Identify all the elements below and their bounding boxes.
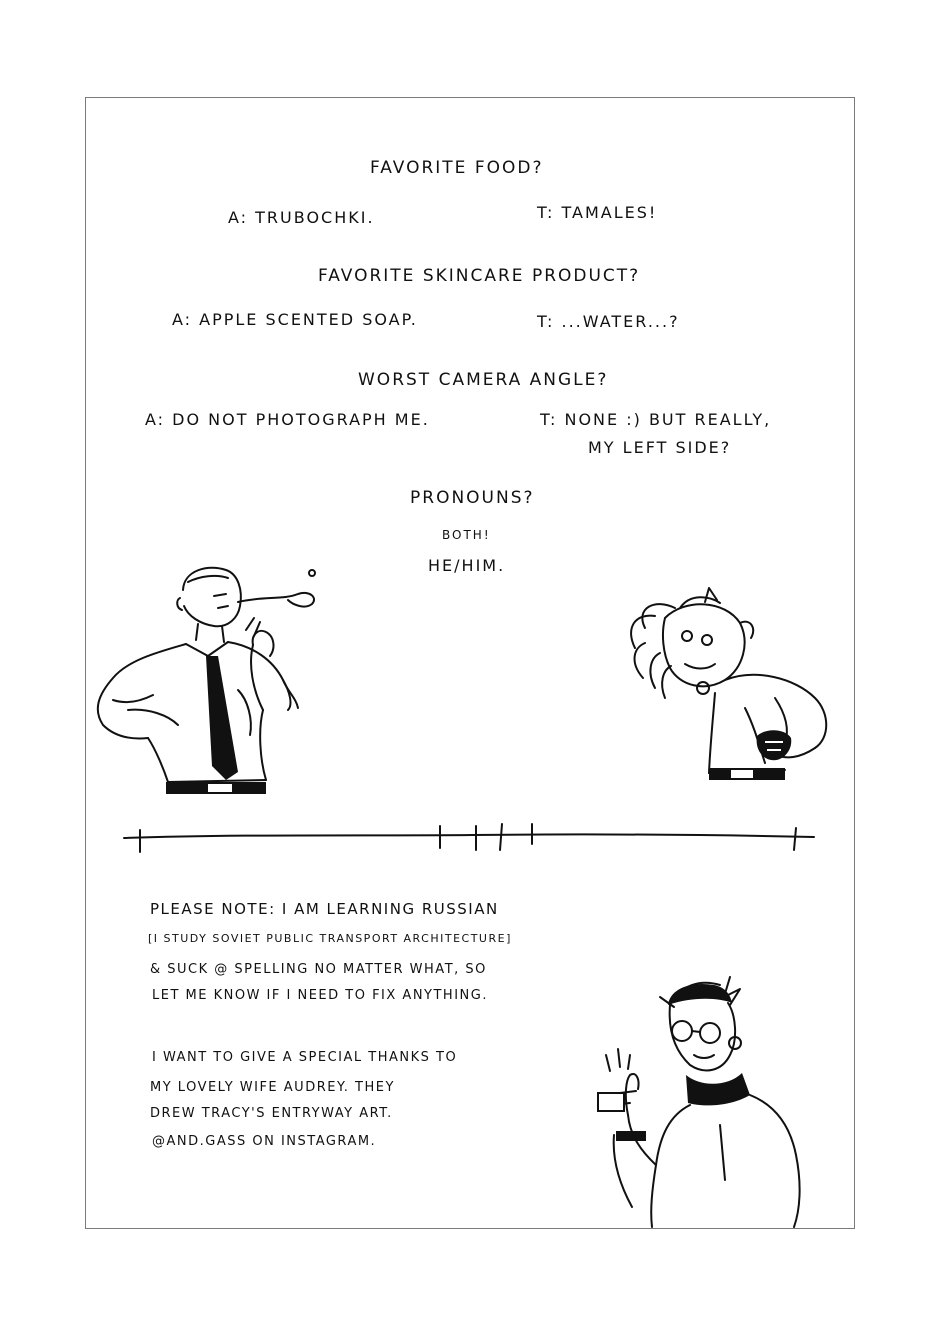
hunched-creature-icon: [625, 588, 840, 798]
answer-a-camera-angle: A: DO NOT PHOTOGRAPH ME.: [145, 410, 430, 429]
answer-a-pronouns: BOTH!: [442, 528, 491, 542]
question-skincare: FAVORITE SKINCARE PRODUCT?: [318, 266, 641, 286]
note-line-4: LET ME KNOW IF I NEED TO FIX ANYTHING.: [152, 988, 488, 1003]
thanks-line-4: @AND.GASS ON INSTAGRAM.: [152, 1134, 377, 1149]
note-line-1: PLEASE NOTE: I AM LEARNING RUSSIAN: [150, 900, 499, 918]
thanks-line-2: MY LOVELY WIFE AUDREY. THEY: [150, 1080, 395, 1095]
answer-t-pronouns: HE/HIM.: [428, 556, 506, 575]
answer-a-favorite-food: A: TRUBOCHKI.: [228, 208, 375, 227]
answer-t-favorite-food: T: TAMALES!: [537, 203, 658, 222]
thumbs-up-author-icon: [590, 975, 840, 1230]
timeline-divider: [122, 822, 822, 858]
thanks-line-3: DREW TRACY'S ENTRYWAY ART.: [150, 1106, 393, 1121]
question-favorite-food: FAVORITE FOOD?: [370, 158, 544, 178]
answer-t-camera-angle: T: NONE :) BUT REALLY,: [540, 410, 772, 429]
smoking-man-icon: [88, 560, 328, 805]
answer-t-camera-angle-2: MY LEFT SIDE?: [588, 438, 732, 457]
question-camera-angle: WORST CAMERA ANGLE?: [358, 370, 609, 390]
answer-a-skincare: A: APPLE SCENTED SOAP.: [172, 310, 418, 329]
thanks-line-1: I WANT TO GIVE A SPECIAL THANKS TO: [152, 1050, 458, 1065]
note-line-2: [I STUDY SOVIET PUBLIC TRANSPORT ARCHITECTURE]: [148, 932, 512, 945]
question-pronouns: PRONOUNS?: [410, 488, 535, 508]
note-line-3: & SUCK @ SPELLING NO MATTER WHAT, SO: [150, 962, 487, 977]
answer-t-skincare: T: ...WATER...?: [537, 312, 680, 331]
